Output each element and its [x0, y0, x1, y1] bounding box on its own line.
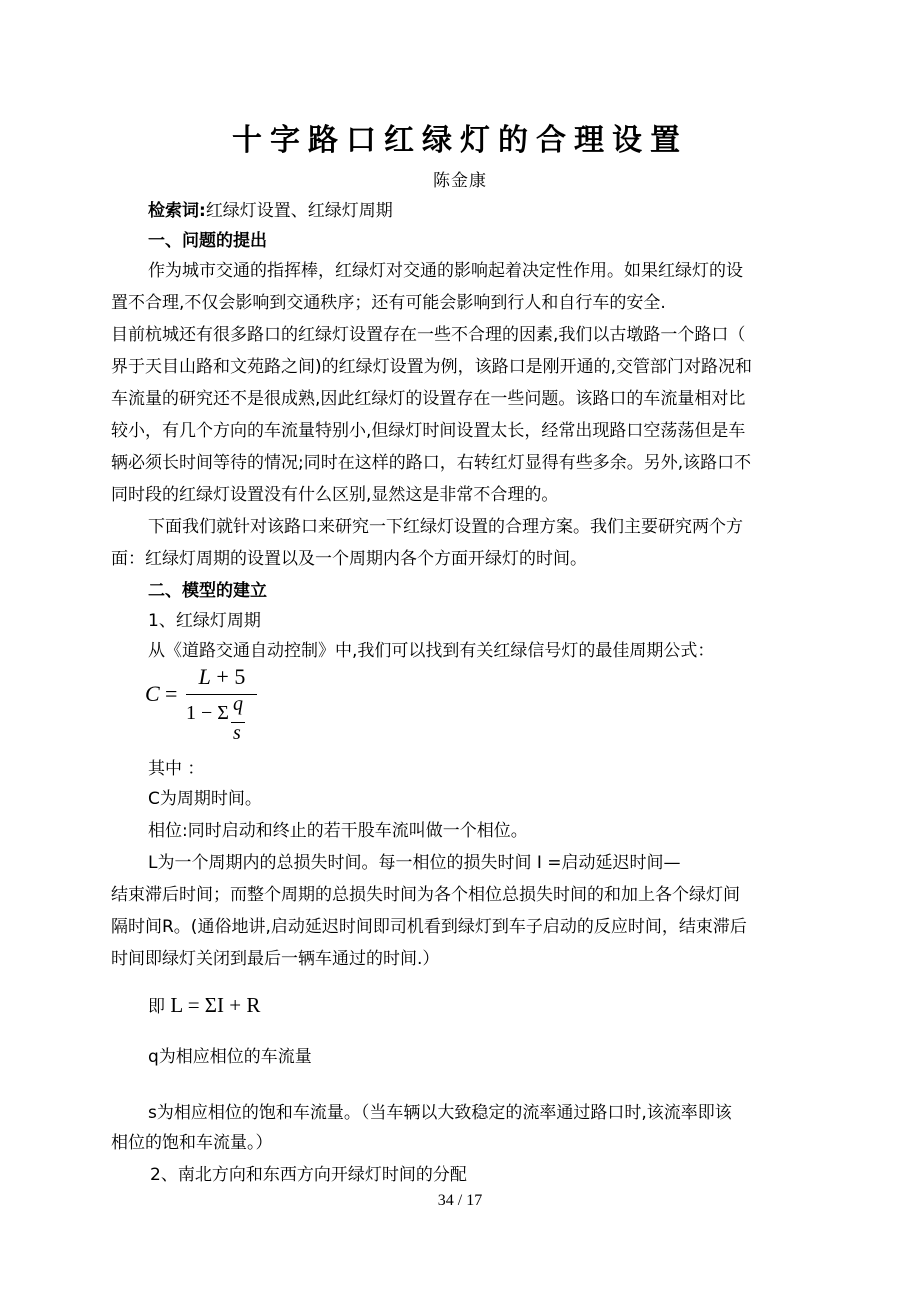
section-heading-2: 二、模型的建立	[148, 581, 267, 601]
paragraph-4: 从《道路交通自动控制》中,我们可以找到有关红绿信号灯的最佳周期公式：	[148, 641, 715, 661]
paragraph-3-line-2: 面：红绿灯周期的设置以及一个周期内各个方面开绿灯的时间。	[111, 549, 587, 569]
definition-l-line-4: 时间即绿灯关闭到最后一辆车通过的时间.）	[111, 949, 440, 969]
definition-s-line-2: 相位的饱和车流量。）	[111, 1133, 273, 1153]
paragraph-2-line-2: 界于天目山路和文苑路之间)的红绿灯设置为例，该路口是刚开通的,交管部门对路况和	[111, 357, 753, 377]
document-author: 陈金康	[433, 171, 487, 191]
formula-numerator-rest: + 5	[210, 664, 246, 689]
formula-lhs: C	[145, 681, 160, 706]
ji-formula: L = ΣI + R	[170, 993, 261, 1017]
ji-formula-line	[148, 992, 260, 1020]
paragraph-2-line-6: 同时段的红绿灯设置没有什么区别,显然这是非常不合理的。	[111, 485, 559, 505]
cycle-formula	[145, 664, 255, 748]
formula-fraction-bar	[186, 694, 257, 695]
paragraph-3-line-1: 下面我们就针对该路口来研究一下红绿灯设置的合理方案。我们主要研究两个方	[148, 517, 743, 537]
formula-ratio-top: q	[233, 693, 243, 715]
definition-c: C为周期时间。	[148, 789, 262, 809]
formula-ratio-bottom: s	[233, 722, 241, 744]
formula-numerator	[191, 664, 253, 690]
paragraph-2-line-3: 车流量的研究还不是很成熟,因此红绿灯的设置存在一些问题。该路口的车流量相对比	[111, 389, 746, 409]
paragraph-2-line-5: 辆必须长时间等待的情况;同时在这样的路口，右转红灯显得有些多余。另外,该路口不	[111, 453, 752, 473]
formula-equals: =	[165, 681, 178, 706]
paragraph-2-line-1: 目前杭城还有很多路口的红绿灯设置存在一些不合理的因素,我们以古墩路一个路口（	[111, 325, 746, 345]
definition-q: q为相应相位的车流量	[148, 1047, 312, 1067]
section-heading-1: 一、问题的提出	[148, 231, 267, 251]
formula-denominator: 1 − Σ	[186, 702, 229, 724]
paragraph-1-line-2: 置不合理,不仅会影响到交通秩序；还有可能会影响到行人和自行车的安全.	[111, 293, 666, 313]
definition-l-line-3: 隔时间R。(通俗地讲,启动延迟时间即司机看到绿灯到车子启动的反应时间，结束滞后	[111, 917, 747, 937]
keywords-label: 检索词:	[148, 201, 206, 221]
definition-s-line-1: s为相应相位的饱和车流量。（当车辆以大致稳定的流率通过路口时,该流率即该	[148, 1103, 732, 1123]
formula-numerator-var: L	[198, 664, 211, 689]
page-number: 34 / 17	[437, 1192, 483, 1209]
definition-phase: 相位:同时启动和终止的若干股车流叫做一个相位。	[148, 821, 528, 841]
document-title: 十字路口红绿灯的合理设置	[232, 123, 688, 158]
subheading-1: 1、红绿灯周期	[148, 611, 261, 631]
definition-l-line-2: 结束滞后时间；而整个周期的总损失时间为各个相位总损失时间的和加上各个绿灯间	[111, 885, 740, 905]
paragraph-2-line-4: 较小，有几个方向的车流量特别小,但绿灯时间设置太长，经常出现路口空荡荡但是车	[111, 421, 746, 441]
ji-prefix: 即	[148, 997, 171, 1017]
keywords-text: 红绿灯设置、红绿灯周期	[205, 201, 393, 221]
keywords-line	[148, 198, 393, 224]
paragraph-1-line-1: 作为城市交通的指挥棒，红绿灯对交通的影响起着决定性作用。如果红绿灯的设	[148, 261, 743, 281]
where-label: 其中 ：	[148, 759, 205, 779]
subheading-2: 2、南北方向和东西方向开绿灯时间的分配	[150, 1165, 467, 1185]
definition-l-line-1: L为一个周期内的总损失时间。每一相位的损失时间 I =启动延迟时间—	[148, 853, 681, 873]
